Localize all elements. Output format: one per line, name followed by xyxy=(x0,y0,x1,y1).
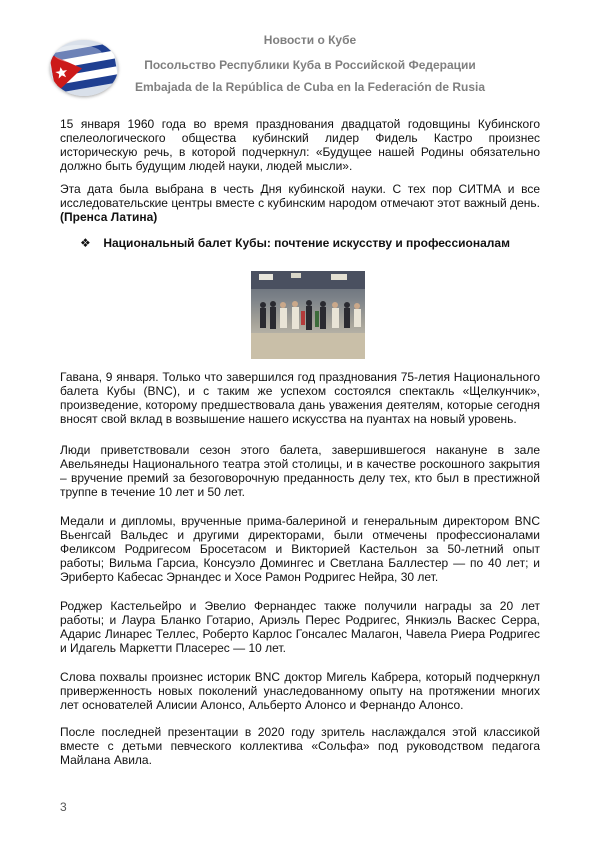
article2-paragraph-2: Люди приветствовали сезон этого балета, завершившегося накануне в зале Авельянеды Национального театра этой столицы, и в качестве роскошного закрытия – вручение премий за безоговорочную преданность делу тех, кто был в престижной труппе в течение 10 лет и 50 лет. xyxy=(60,443,540,499)
article1-paragraph-1: 15 января 1960 года во время празднования двадцатой годовщины Кубинского спелеологического общества кубинский лидер Фидель Кастро произнес историческую речь, в которой подчеркнул: «Будущее нашей Родины обязательно должно быть будущим людей науки, людей мысли». xyxy=(60,117,540,173)
article2-heading xyxy=(80,236,550,250)
article2-title: Национальный балет Кубы: почтение искусству и профессионалам xyxy=(103,236,510,250)
ballet-group-photo xyxy=(251,271,365,359)
article2-paragraph-1: Гавана, 9 января. Только что завершился год празднования 75-летия Национального балета Кубы (BNC), и с таким же успехом состоялся спектакль «Щелкунчик», произведение, которому предшествовала дань уважения деятелям, которые сегодня вносят свой вклад в возвышение нашего искусства на пуантах на новый уровень. xyxy=(60,370,540,426)
article1-paragraph-2 xyxy=(60,182,540,224)
cuba-flag-logo xyxy=(50,40,118,96)
article2-paragraph-6: После последней презентации в 2020 году зритель наслаждался этой классикой вместе с детьми певческого коллектива «Сольфа» под руководством педагога Майлана Авила. xyxy=(60,725,540,767)
article2-paragraph-5: Слова похвалы произнес историк BNC доктор Мигель Кабрера, который подчеркнул приверженность новых поколений унаследованному опыту на протяжении многих лет основателей Алисии Алонсо, Альберто Алонсо и Фернандо Алонсо. xyxy=(60,670,540,712)
article2-paragraph-4: Роджер Кастельейро и Эвелио Фернандес также получили награды за 20 лет работы; и Лаура Бланко Готарио, Ариэль Перес Родригес, Янкиэль Васкес Серра, Адарис Линарес Теллес, Роберто Карлос Гонсалес Малагон, Чавела Риера Родригес и Идагель Маркетти Пласерес — 10 лет. xyxy=(60,599,540,655)
header-title: Новости о Кубе xyxy=(263,33,357,47)
page-header xyxy=(0,0,600,105)
cuba-flag-icon xyxy=(50,40,118,96)
header-embassy-es: Embajada de la República de Cuba en la Federación de Rusia xyxy=(134,80,486,94)
header-embassy-ru: Посольство Республики Куба в Российской Федерации xyxy=(144,58,476,72)
page-number: 3 xyxy=(60,800,67,814)
article1-paragraph-2-text: Эта дата была выбрана в честь Дня кубинской науки. С тех пор СИТМА и все исследовательские центры вместе с кубинским народом отмечают этот важный день. xyxy=(60,182,540,210)
diamond-bullet-icon: ❖ xyxy=(80,236,91,250)
article1-source: (Пренса Латина) xyxy=(60,210,158,224)
article2-paragraph-3: Медали и дипломы, врученные прима-балериной и генеральным директором BNC Вьенгсай Вальдес и другими директорами, были отмечены профессионалами Феликсом Родригесом Бросетасом и Викторией Кастельон за 50-летний опыт работы; Вильма Гарсиа, Консуэло Домингес и Светлана Баллестер — по 40 лет; и Эриберто Кабесас Эрнандес и Хосе Рамон Родригес Нейра, 30 лет. xyxy=(60,514,540,584)
group-photo-image xyxy=(251,271,365,359)
